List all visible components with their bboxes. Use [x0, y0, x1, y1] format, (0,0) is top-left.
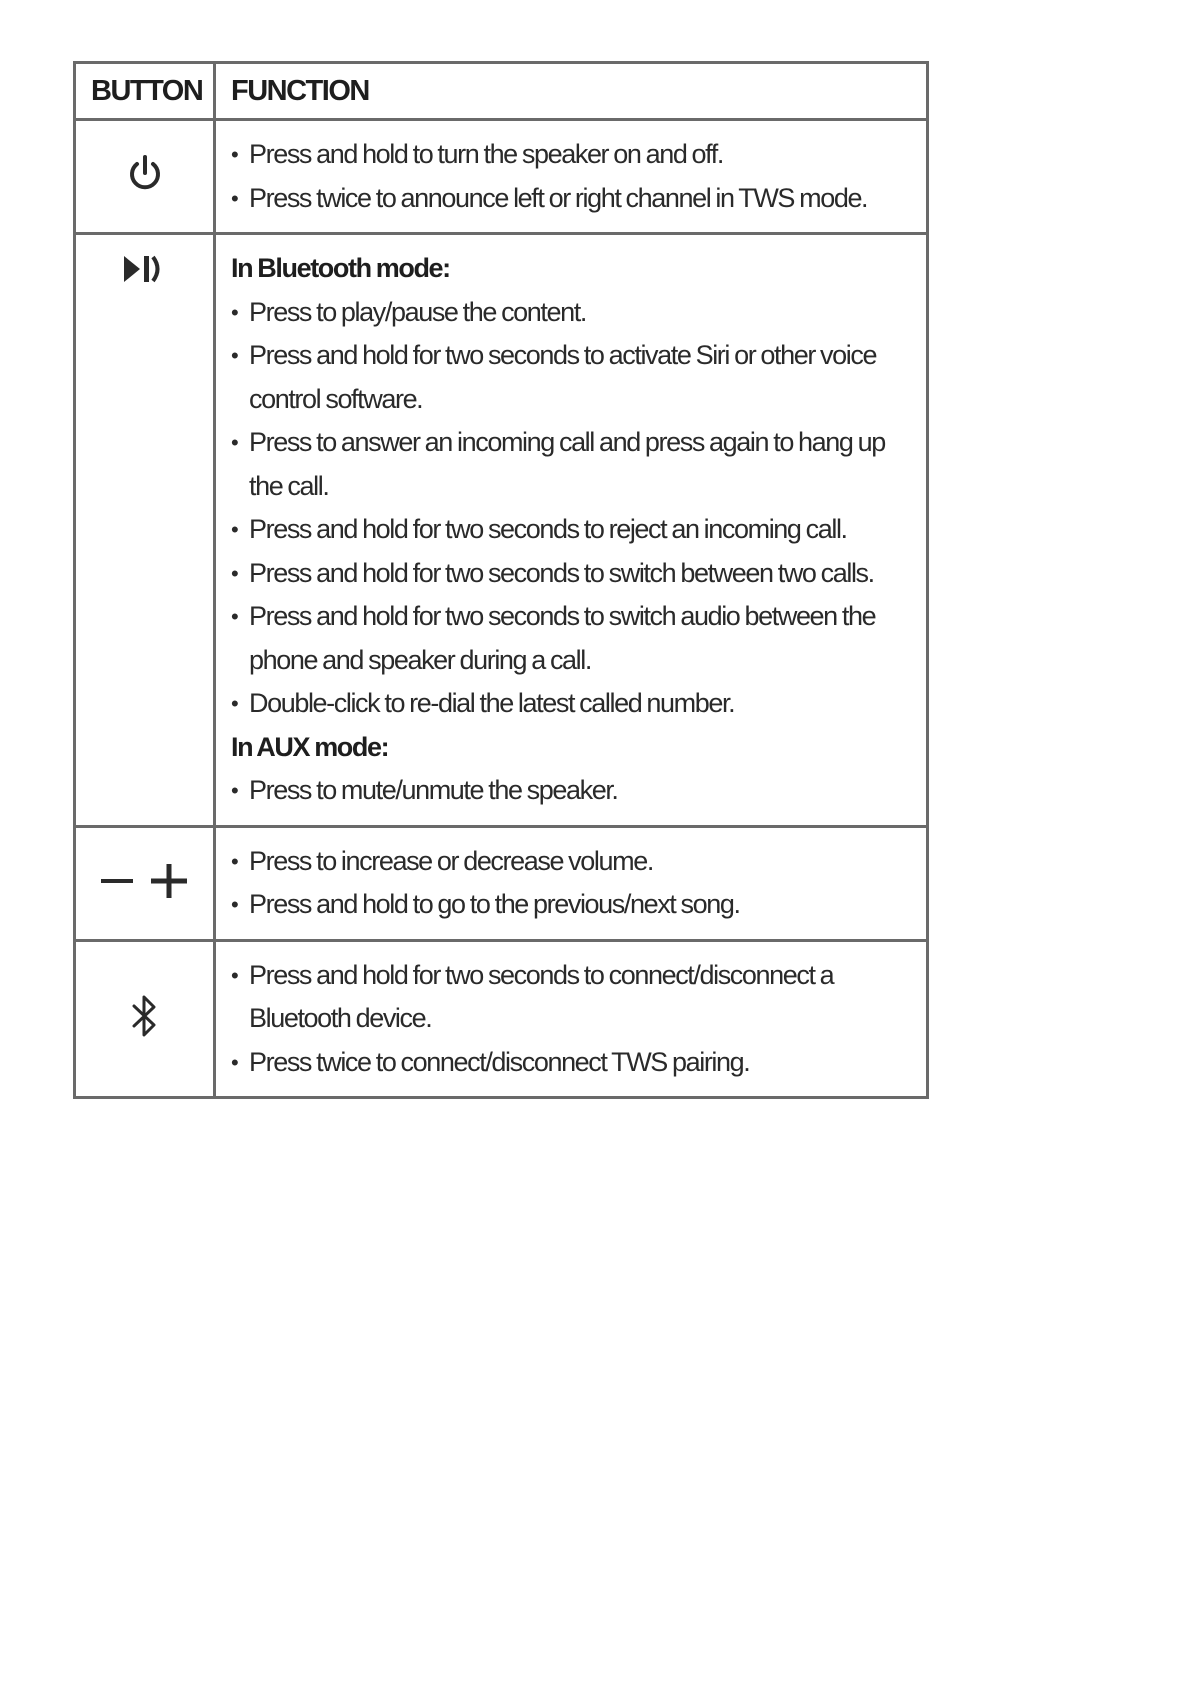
play-pause-icon — [122, 272, 168, 289]
button-cell — [75, 940, 215, 1098]
list-item: • Press twice to announce left or right channel in TWS mode. — [231, 177, 906, 221]
button-function-table — [73, 61, 929, 1099]
list-item: • Press and hold for two seconds to switch between two calls. — [231, 552, 906, 596]
function-cell — [215, 120, 928, 234]
list-item: • Press to mute/unmute the speaker. — [231, 769, 906, 813]
list-item: • Press to increase or decrease volume. — [231, 840, 906, 884]
function-list — [231, 769, 906, 813]
function-cell — [215, 826, 928, 940]
function-cell — [215, 940, 928, 1098]
power-icon — [125, 181, 165, 198]
button-cell — [75, 234, 215, 827]
button-cell — [75, 120, 215, 234]
function-list — [231, 133, 906, 220]
volume-minus-plus-icon — [99, 888, 191, 905]
function-list — [231, 291, 906, 726]
list-item: • Press and hold for two seconds to activate Siri or other voice control software. — [231, 334, 906, 421]
bluetooth-mode-heading: In Bluetooth mode: — [231, 253, 450, 283]
list-item: • Press to answer an incoming call and press again to hang up the call. — [231, 421, 906, 508]
function-cell — [215, 234, 928, 827]
header-button: BUTTON — [75, 63, 215, 120]
table-row — [75, 940, 928, 1098]
list-item: • Double-click to re-dial the latest called number. — [231, 682, 906, 726]
aux-mode-heading: In AUX mode: — [231, 731, 389, 762]
list-item: • Press and hold for two seconds to reject an incoming call. — [231, 508, 906, 552]
function-list — [231, 954, 906, 1085]
list-item: • Press twice to connect/disconnect TWS pairing. — [231, 1041, 906, 1085]
list-item: • Press to play/pause the content. — [231, 291, 906, 335]
list-item: • Press and hold for two seconds to switch audio between the phone and speaker during a call. — [231, 595, 906, 682]
table-header-row — [75, 63, 928, 120]
header-function: FUNCTION — [215, 63, 928, 120]
table-row — [75, 826, 928, 940]
bluetooth-icon — [130, 1026, 160, 1043]
list-item: • Press and hold to go to the previous/next song. — [231, 883, 906, 927]
button-cell — [75, 826, 215, 940]
list-item: • Press and hold to turn the speaker on and off. — [231, 133, 906, 177]
table-row — [75, 234, 928, 827]
function-list — [231, 840, 906, 927]
list-item: • Press and hold for two seconds to connect/disconnect a Bluetooth device. — [231, 954, 906, 1041]
table-row — [75, 120, 928, 234]
